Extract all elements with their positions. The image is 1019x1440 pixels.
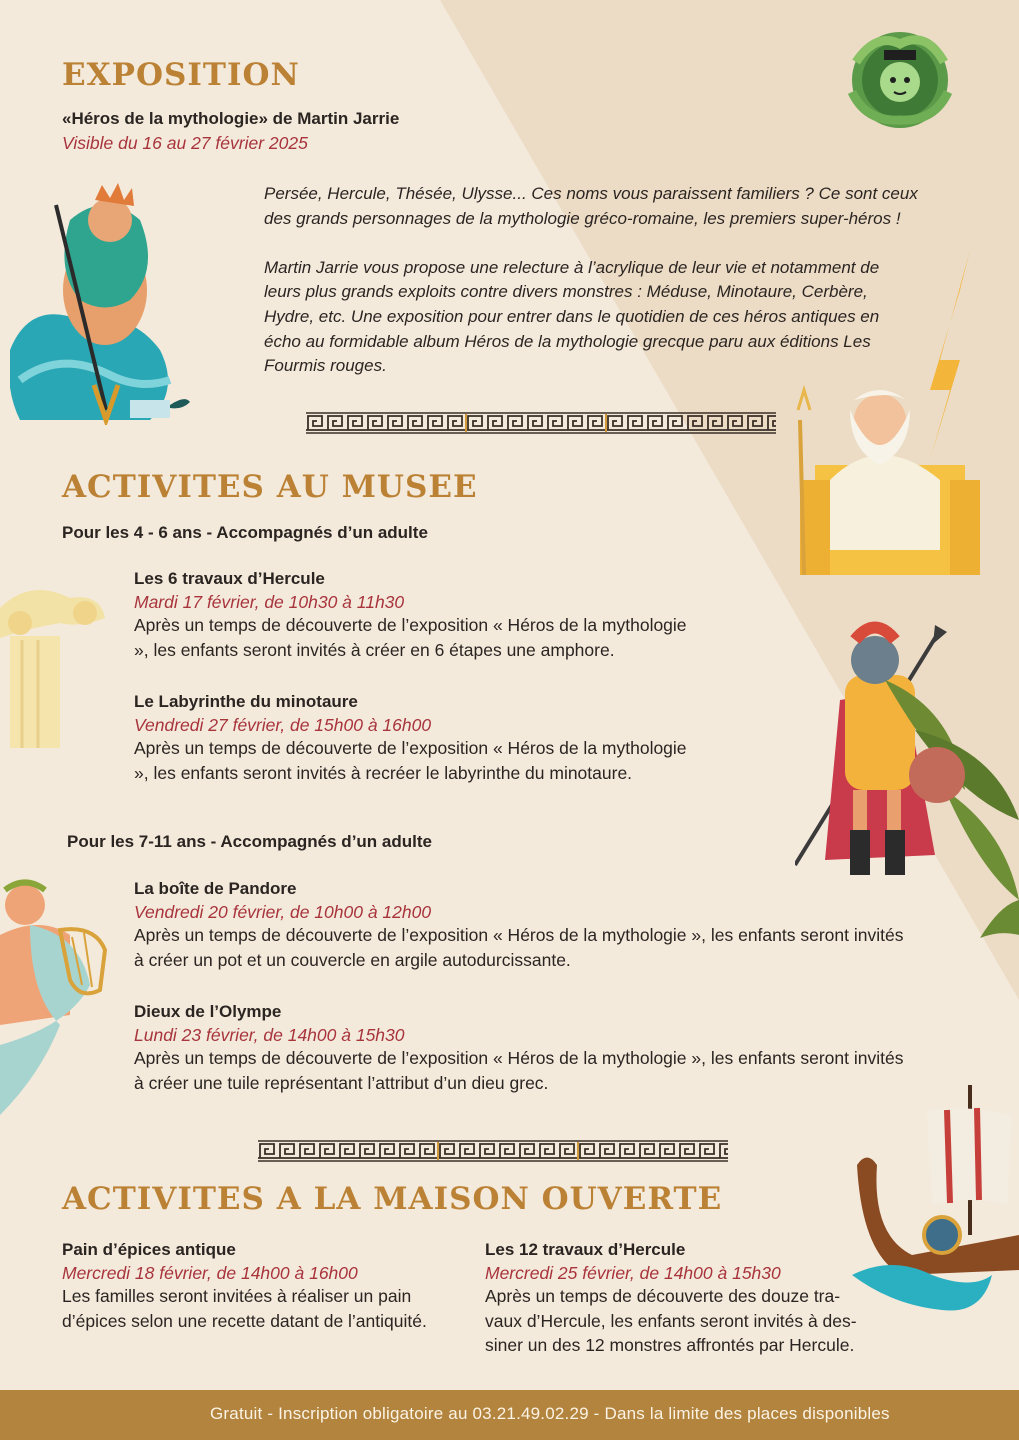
activity-labyrinthe bbox=[134, 692, 774, 785]
poseidon-illustration bbox=[10, 180, 190, 425]
activity-title: Les 12 travaux d’Hercule bbox=[485, 1240, 686, 1259]
activity-hercule-12 bbox=[485, 1240, 895, 1358]
activity-title: Dieux de l’Olympe bbox=[134, 1002, 282, 1021]
greek-key-divider-bottom bbox=[258, 1140, 728, 1162]
desc-line: à créer une tuile représentant l’attribut d’un dieu grec. bbox=[134, 1072, 549, 1093]
leaf-illustration bbox=[980, 900, 1019, 945]
activity-desc bbox=[134, 613, 774, 662]
activity-date: Vendredi 20 février, de 10h00 à 12h00 bbox=[134, 902, 432, 922]
intro-line: Martin Jarrie vous propose une relecture à l’acrylique de leur vie et notamment de bbox=[264, 257, 880, 277]
exposition-title: EXPOSITION bbox=[62, 57, 300, 93]
activity-desc bbox=[134, 923, 974, 972]
intro-line: des grands personnages de la mythologie gréco-romaine, les premiers super-héros ! bbox=[264, 208, 901, 228]
intro-line: Hydre, etc. Une exposition pour entrer dans le quotidien de ces héros antiques en bbox=[264, 306, 880, 326]
desc-line: Après un temps de découverte de l’exposition « Héros de la mythologie bbox=[134, 738, 687, 758]
desc-line: », les enfants seront invités à recréer le labyrinthe du minotaure. bbox=[134, 762, 633, 783]
activity-desc bbox=[134, 736, 774, 785]
desc-line: Après un temps de découverte de l’exposition « Héros de la mythologie bbox=[134, 615, 687, 635]
activity-desc bbox=[485, 1284, 895, 1358]
maison-title: ACTIVITES A LA MAISON OUVERTE bbox=[62, 1181, 723, 1217]
intro-line: leurs plus grands exploits contre divers monstres : Méduse, Minotaure, Cerbère, bbox=[264, 282, 868, 302]
activity-date: Mardi 17 février, de 10h30 à 11h30 bbox=[134, 592, 405, 612]
intro-line: Persée, Hercule, Thésée, Ulysse... Ces noms vous paraissent familiers ? Ce sont ceux bbox=[264, 184, 918, 203]
medusa-illustration bbox=[836, 22, 964, 132]
activity-hercule-6 bbox=[134, 569, 774, 662]
exposition-dates: Visible du 16 au 27 février 2025 bbox=[62, 133, 308, 153]
apollo-illustration bbox=[0, 875, 125, 1120]
exposition-subtitle: «Héros de la mythologie» de Martin Jarrie bbox=[62, 109, 400, 128]
activity-title: Le Labyrinthe du minotaure bbox=[134, 692, 358, 711]
activity-date: Lundi 23 février, de 14h00 à 15h30 bbox=[134, 1025, 405, 1045]
activity-olympe bbox=[134, 1002, 974, 1095]
footer-text: Gratuit - Inscription obligatoire au 03.21.49.02.29 - Dans la limite des places disponibles bbox=[210, 1404, 890, 1423]
activity-date: Vendredi 27 février, de 15h00 à 16h00 bbox=[134, 715, 432, 735]
intro-line: écho au formidable album Héros de la mythologie grecque paru aux éditions Les bbox=[264, 331, 871, 351]
greek-key-divider-top bbox=[306, 412, 776, 434]
desc-line: à créer un pot et un couvercle en argile autodurcissante. bbox=[134, 949, 571, 970]
desc-line: siner un des 12 monstres affrontés par Hercule. bbox=[485, 1335, 855, 1356]
intro-line: Fourmis rouges. bbox=[264, 356, 387, 376]
desc-line: Les familles seront invitées à réaliser un pain bbox=[62, 1286, 412, 1306]
activity-title: Les 6 travaux d’Hercule bbox=[134, 569, 325, 588]
footer-bar bbox=[0, 1390, 1019, 1440]
desc-line: vaux d’Hercule, les enfants seront invités à des- bbox=[485, 1310, 857, 1331]
activity-pandore bbox=[134, 879, 974, 972]
activity-desc bbox=[134, 1046, 974, 1095]
musee-title: ACTIVITES AU MUSEE bbox=[62, 469, 478, 505]
activity-date: Mercredi 18 février, de 14h00 à 16h00 bbox=[62, 1263, 358, 1283]
column-illustration bbox=[0, 578, 110, 748]
activity-title: Pain d’épices antique bbox=[62, 1240, 236, 1259]
desc-line: Après un temps de découverte de l’exposition « Héros de la mythologie », les enfants seront invités bbox=[134, 925, 904, 945]
exposition-intro bbox=[264, 182, 964, 379]
activity-title: La boîte de Pandore bbox=[134, 879, 297, 898]
activity-date: Mercredi 25 février, de 14h00 à 15h30 bbox=[485, 1263, 781, 1283]
activity-desc bbox=[62, 1284, 472, 1333]
group-4-6-label: Pour les 4 - 6 ans - Accompagnés d’un adulte bbox=[62, 523, 428, 542]
desc-line: Après un temps de découverte de l’exposition « Héros de la mythologie », les enfants seront invités bbox=[134, 1048, 904, 1068]
desc-line: d’épices selon une recette datant de l’antiquité. bbox=[62, 1310, 427, 1331]
desc-line: », les enfants seront invités à créer en 6 étapes une amphore. bbox=[134, 639, 615, 660]
activity-pain-epices bbox=[62, 1240, 472, 1333]
group-7-11-label: Pour les 7-11 ans - Accompagnés d’un adulte bbox=[67, 832, 432, 851]
desc-line: Après un temps de découverte des douze tra- bbox=[485, 1286, 841, 1306]
